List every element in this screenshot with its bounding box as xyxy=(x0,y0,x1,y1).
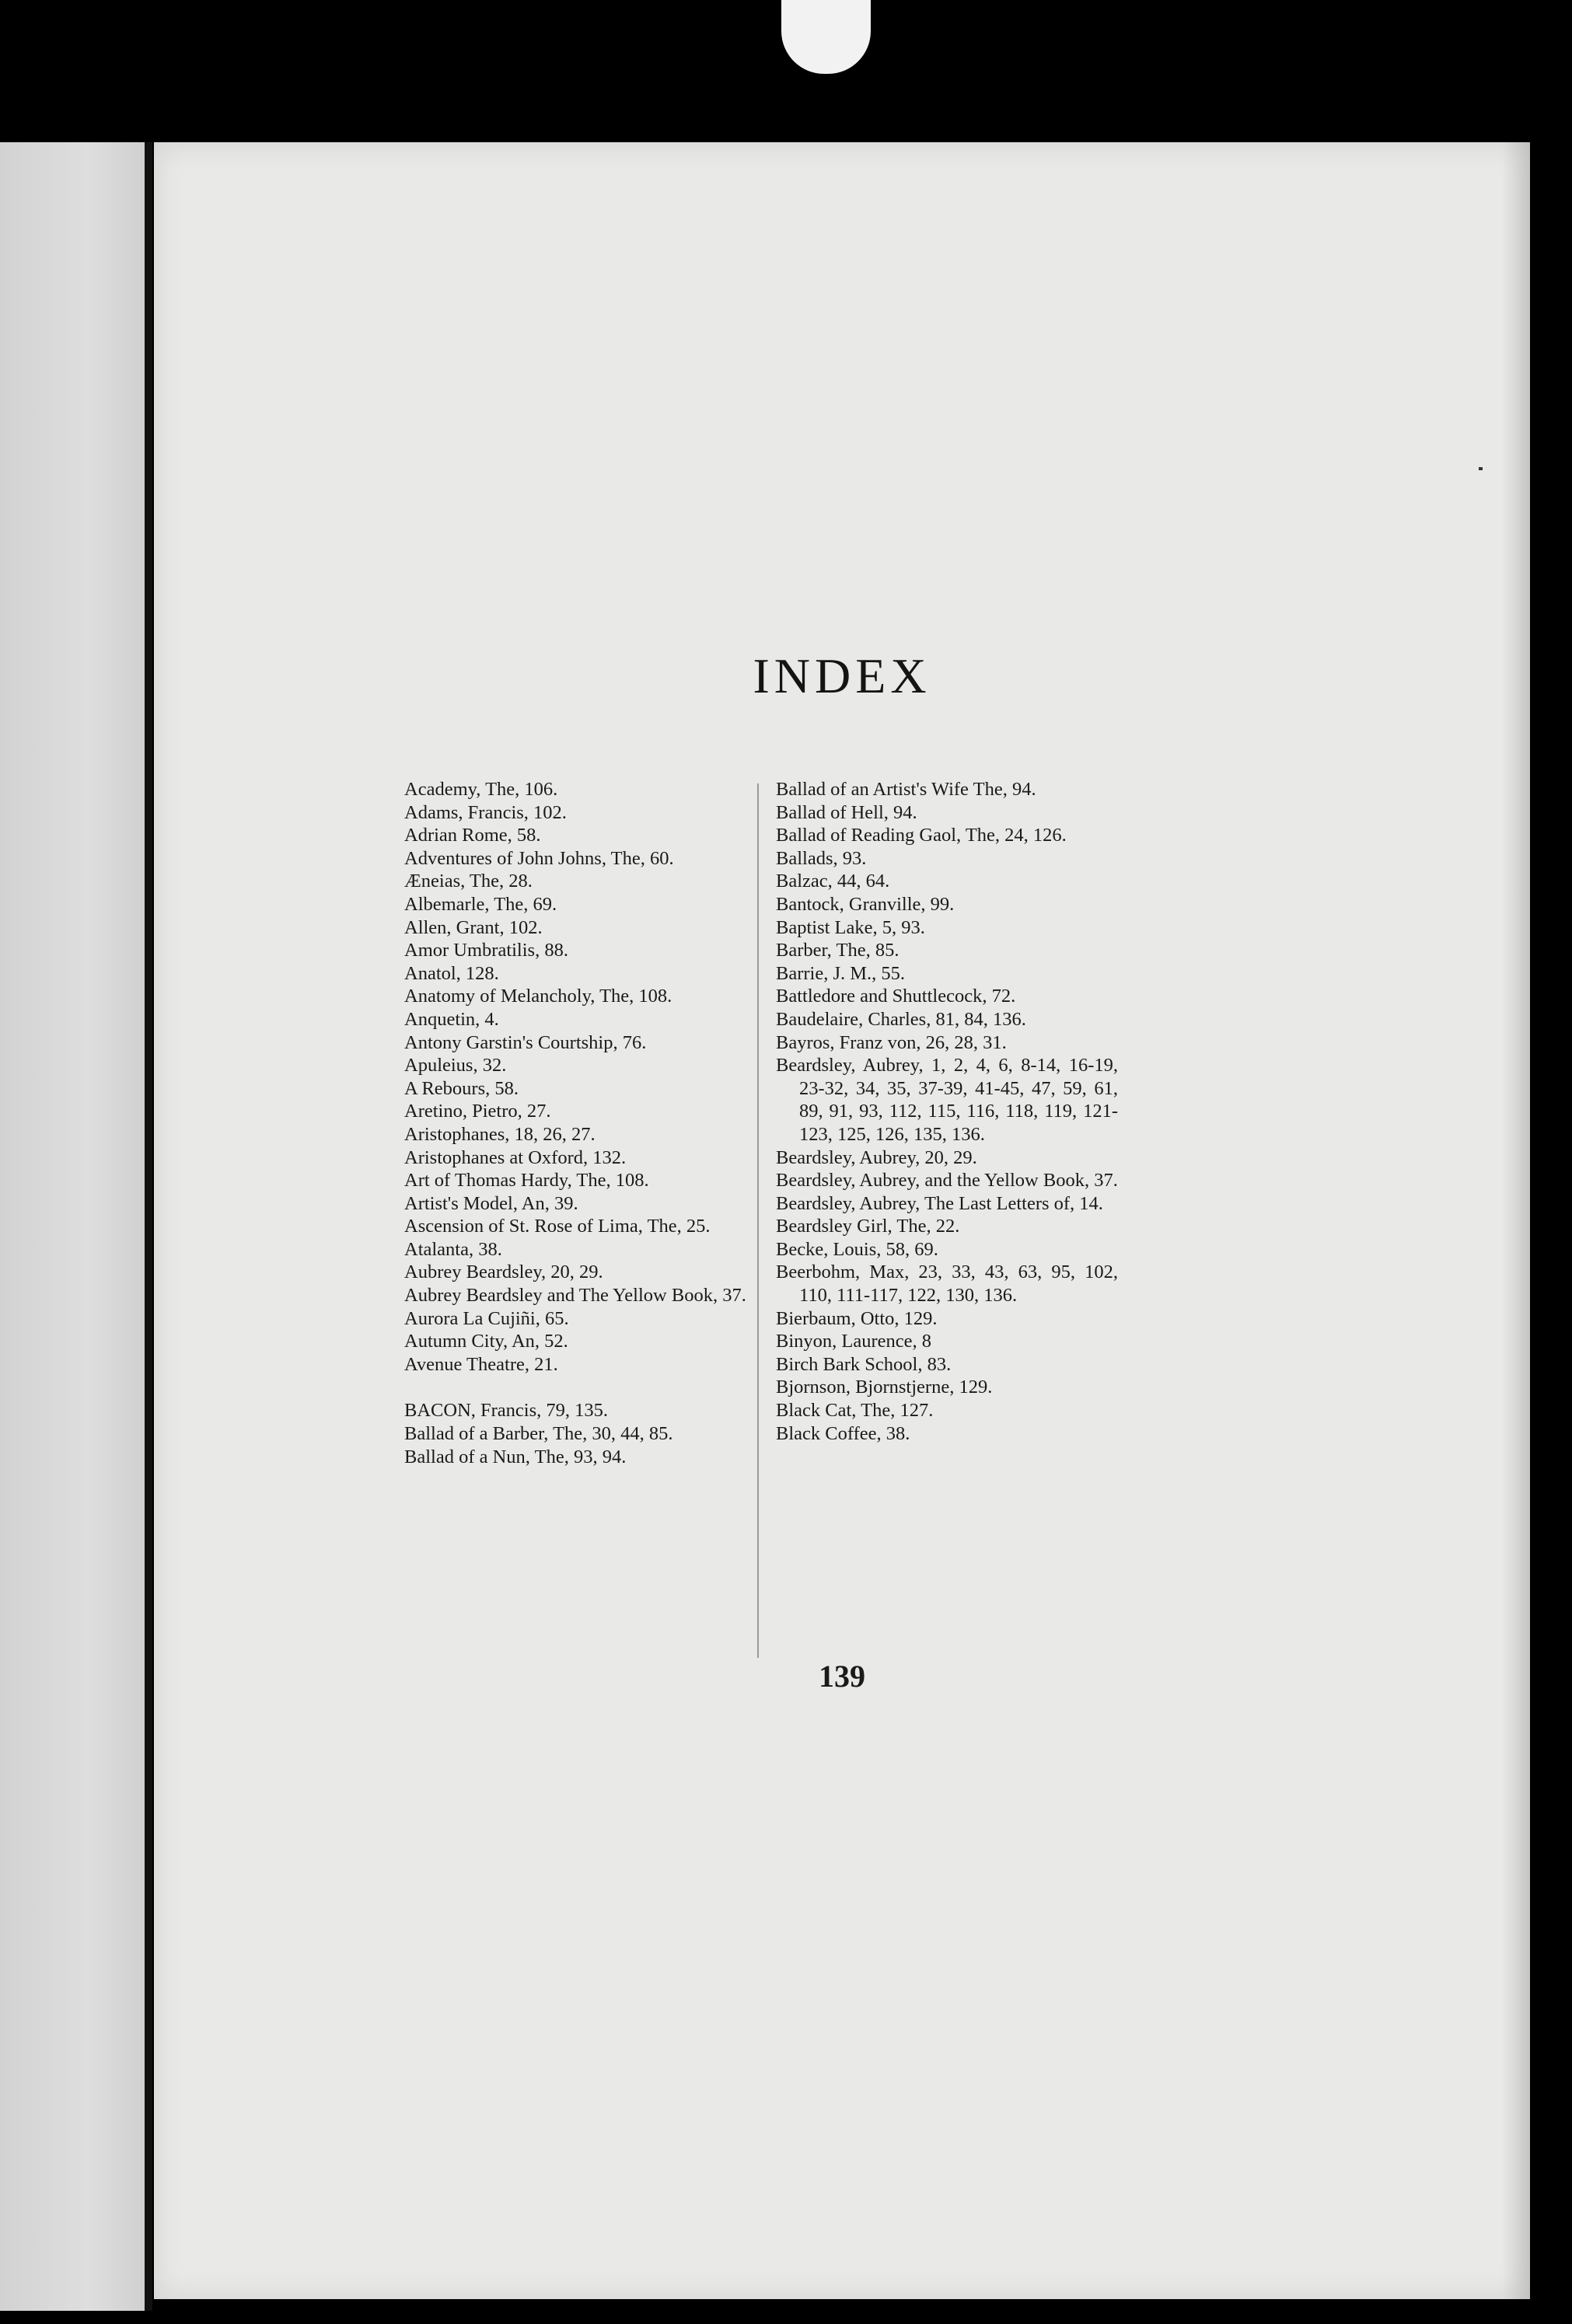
index-entry: Black Coffee, 38. xyxy=(776,1422,910,1444)
scan-artifact xyxy=(781,0,871,74)
index-entry: Æneias, The, 28. xyxy=(404,871,533,892)
index-entry: Art of Thomas Hardy, The, 108. xyxy=(404,1170,649,1192)
index-entry: Bierbaum, Otto, 129. xyxy=(776,1307,938,1329)
index-entry: Apuleius, 32. xyxy=(404,1055,507,1077)
index-entry: Beardsley, Aubrey, The Last Letters of, 14. xyxy=(776,1192,1103,1214)
index-entry: BACON, Francis, 79, 135. xyxy=(404,1400,609,1422)
index-entry: Adventures of John Johns, The, 60. xyxy=(404,847,674,869)
index-entry: A Rebours, 58. xyxy=(404,1077,519,1099)
index-column-left xyxy=(404,778,746,1468)
index-entry: Atalanta, 38. xyxy=(404,1238,502,1260)
facing-page xyxy=(0,142,148,2311)
index-entry: Balzac, 44, 64. xyxy=(776,871,890,892)
index-entry: Autumn City, An, 52. xyxy=(404,1331,568,1352)
index-entry: Bjornson, Bjornstjerne, 129. xyxy=(776,1377,993,1398)
index-entry: Beardsley, Aubrey, and the Yellow Book, 37. xyxy=(776,1170,1118,1192)
index-entry: Baudelaire, Charles, 81, 84, 136. xyxy=(776,1008,1026,1030)
index-entry: Allen, Grant, 102. xyxy=(404,916,543,938)
index-entry: Beardsley, Aubrey, 1, 2, 4, 6, 8-14, 16-19, 23-32, 34, 35, 37-39, 41-45, 47, 59, 61, 89, 91, 93, 112, 115, 116, 118, 119, 121-123, 125, 126, 135, 136. xyxy=(776,1055,1118,1145)
index-entry: Ballad of an Artist's Wife The, 94. xyxy=(776,779,1036,800)
index-entry: Battledore and Shuttlecock, 72. xyxy=(776,986,1016,1007)
index-entry: Baptist Lake, 5, 93. xyxy=(776,916,925,938)
index-entry: Adrian Rome, 58. xyxy=(404,825,541,846)
index-entry: Binyon, Laurence, 8 xyxy=(776,1331,932,1352)
page-gutter xyxy=(145,142,152,2311)
index-entry: Avenue Theatre, 21. xyxy=(404,1353,558,1375)
ink-speck xyxy=(1479,467,1483,470)
column-divider xyxy=(757,783,759,1658)
index-entry: Aretino, Pietro, 27. xyxy=(404,1101,551,1122)
index-entry: Barber, The, 85. xyxy=(776,940,900,961)
index-entry: Ballad of a Barber, The, 30, 44, 85. xyxy=(404,1423,673,1445)
index-entry: Becke, Louis, 58, 69. xyxy=(776,1238,938,1260)
index-entry: Anatomy of Melancholy, The, 108. xyxy=(404,986,672,1007)
index-entry: Aristophanes at Oxford, 132. xyxy=(404,1146,627,1168)
index-entry: Adams, Francis, 102. xyxy=(404,801,567,823)
index-entry: Aubrey Beardsley and The Yellow Book, 37. xyxy=(404,1285,746,1307)
page-number: 139 xyxy=(819,1659,865,1694)
index-entry: Ascension of St. Rose of Lima, The, 25. xyxy=(404,1216,711,1237)
index-entry: Artist's Model, An, 39. xyxy=(404,1192,578,1214)
book-page xyxy=(154,142,1530,2299)
index-entry: Amor Umbratilis, 88. xyxy=(404,940,568,961)
index-entry: Ballad of a Nun, The, 93, 94. xyxy=(404,1446,627,1467)
index-entry: Anquetin, 4. xyxy=(404,1008,499,1030)
index-entry: Aurora La Cujiñi, 65. xyxy=(404,1307,569,1329)
index-entry: Aristophanes, 18, 26, 27. xyxy=(404,1123,596,1145)
index-entry: Beardsley, Aubrey, 20, 29. xyxy=(776,1146,977,1168)
index-column-right xyxy=(776,778,1118,1445)
index-entry: Albemarle, The, 69. xyxy=(404,893,557,915)
index-entry: Antony Garstin's Courtship, 76. xyxy=(404,1031,647,1053)
index-entry: Aubrey Beardsley, 20, 29. xyxy=(404,1261,603,1283)
index-entry: Ballad of Hell, 94. xyxy=(776,801,917,823)
index-entry: Barrie, J. M., 55. xyxy=(776,962,906,984)
index-entry: Black Cat, The, 127. xyxy=(776,1400,934,1422)
index-entry: Beerbohm, Max, 23, 33, 43, 63, 95, 102, 110, 111-117, 122, 130, 136. xyxy=(776,1261,1118,1307)
index-entry: Academy, The, 106. xyxy=(404,779,558,800)
index-entry: Anatol, 128. xyxy=(404,962,499,984)
index-entry: Beardsley Girl, The, 22. xyxy=(776,1216,960,1237)
index-entry: Bantock, Granville, 99. xyxy=(776,893,955,915)
index-entry: Ballad of Reading Gaol, The, 24, 126. xyxy=(776,825,1067,846)
index-entry: Ballads, 93. xyxy=(776,847,867,869)
page-title: INDEX xyxy=(753,648,931,703)
index-entry: Bayros, Franz von, 26, 28, 31. xyxy=(776,1031,1007,1053)
index-entry: Birch Bark School, 83. xyxy=(776,1353,952,1375)
